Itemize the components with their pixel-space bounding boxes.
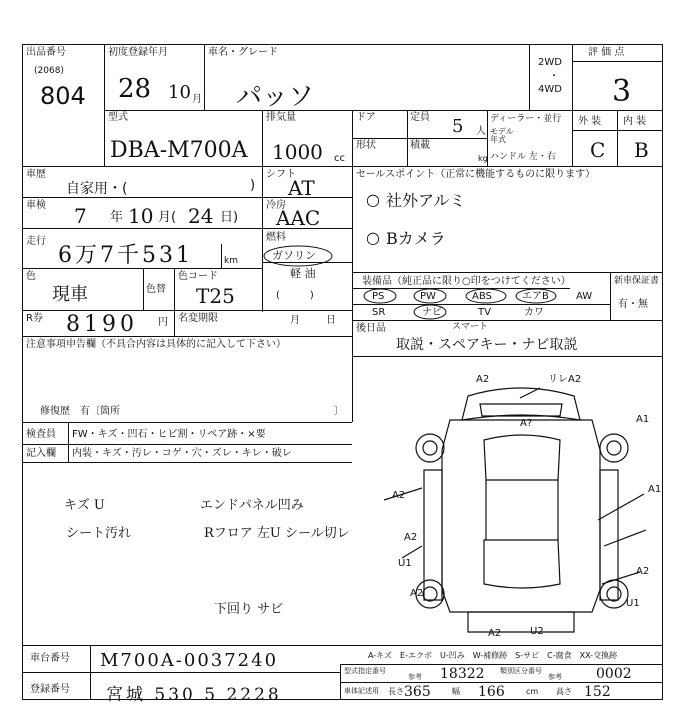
displacement-value: 1000 bbox=[272, 140, 323, 164]
category-number: 0002 bbox=[596, 666, 632, 682]
equip-label: 装備品（純正品に限り○印をつけてください） bbox=[362, 276, 571, 287]
reg-label: 登録番号 bbox=[30, 684, 70, 695]
inspector-row1: FW・キズ・凹石・ヒビ割・リペア跡・×要 bbox=[72, 429, 266, 440]
notes-label: 注意事項申告欄（不具合内容は具体的に記入して下さい） bbox=[26, 339, 286, 350]
fuel-option: 軽 油 bbox=[290, 267, 316, 280]
inspector-note-2: シート汚れ bbox=[66, 526, 132, 541]
drive-2wd: 2WD bbox=[538, 57, 562, 68]
capacity-value: 5 bbox=[452, 116, 464, 137]
shift-label: シフト bbox=[266, 169, 296, 180]
first-reg-month-unit: 月 bbox=[192, 94, 202, 105]
recycle-label: R券 bbox=[26, 313, 43, 324]
lot-sub: (2068) bbox=[34, 66, 64, 76]
auction-sheet: 出品番号 (2068) 804 初度登録年月 28 10 月 車名・グレード パッソ 2WD ・ 4WD 評 価 点 3 外 装 内 装 C B 型式 DBA-M700A 排気量 1000 cc ドア 形状 定員 5 人 積載 kg ディーラー・並行 モデル 年式 ハンドル 左・右 車歴 自家用・( ) 車検 7 年 10 月( 24 日) 走行 6万7千531 km 色 現車 色替 色コード T25 R券 8190 円 名変期限 月 日 注意事項申告欄（不具合内容は具体的に記入して下さい） 修復歴 有〔箇所 〕 シフト AT 冷房 AAC 燃料 ガソリン 軽 油 ( ) セールスポイント（正常に機能するものに限ります） ○ 社外アルミ ○ Bカメラ 装備品（純正品に限り○印をつけてください） PS PW ABS エアB AW SR ナビ TV カワ 新車保証書 有・無 後日品 スマート 取説・スペアキー・ナビ取説 検査員 FW・キズ・凹石・ヒビ割・リペア跡・×要 記入欄 内装・キズ・汚レ・コゲ・穴・ズレ・キレ・破レ キズ U シート汚れ エンドパネル凹み Rフロア 左U シール切レ 下回り サビ A2 リレA2 A1 A? A1 A2 A2 U1 A2 U2 A2 U1 A2 A-キズ E-エクボ U-凹み W-補修跡 S-サビ C-腐食 XX-交換跡 車台番号 M700A-0037240 登録番号 宮城 530 5 2228 型式指定番号 参考 18322 類別区分番号 参考 0002 車体記述用 長さ 365 幅 166 cm 高さ 152 bbox=[0, 0, 700, 700]
width-value: 166 bbox=[478, 684, 505, 700]
color-label: 色 bbox=[26, 271, 36, 282]
model-label: 車名・グレード bbox=[208, 47, 278, 58]
chassis-label: 車台番号 bbox=[30, 653, 70, 664]
chassis-value: M700A-0037240 bbox=[100, 650, 279, 671]
shape-label: 形状 bbox=[356, 140, 376, 151]
inspector-note-4: Rフロア 左U シール切レ bbox=[204, 526, 350, 541]
mileage-unit: km bbox=[224, 256, 238, 266]
fuel-label: 燃料 bbox=[266, 232, 286, 243]
warranty-label: 新車保証書 bbox=[614, 276, 660, 286]
color-code-value: T25 bbox=[196, 284, 235, 308]
sales-label: セールスポイント（正常に機能するものに限ります） bbox=[356, 169, 596, 180]
inspection-month: 10 bbox=[128, 204, 154, 228]
extras-value: 取説・スペアキー・ナビ取説 bbox=[396, 337, 578, 353]
shift-value: AT bbox=[288, 176, 315, 200]
ac-value: AAC bbox=[276, 206, 321, 230]
displacement-unit: cc bbox=[334, 153, 345, 164]
sales-point-1: 社外アルミ bbox=[386, 191, 466, 210]
capacity-label: 定員 bbox=[410, 112, 430, 123]
color-value: 現車 bbox=[52, 284, 88, 305]
handle-label: ハンドル 左・右 bbox=[490, 152, 556, 162]
capacity-unit: 人 bbox=[476, 126, 486, 137]
first-reg-year: 28 bbox=[118, 74, 152, 104]
load-label: 積載 bbox=[410, 140, 430, 151]
extras-label: 後日品 bbox=[356, 323, 386, 334]
first-reg-month: 10 bbox=[168, 82, 191, 103]
lot-number: 804 bbox=[40, 82, 86, 110]
inspection-label: 車検 bbox=[26, 200, 46, 211]
diagram-legend: A-キズ E-エクボ U-凹み W-補修跡 S-サビ C-腐食 XX-交換跡 bbox=[368, 651, 618, 660]
warranty-value: 有・無 bbox=[618, 299, 648, 310]
type-value: DBA-M700A bbox=[110, 138, 248, 163]
exterior-grade: C bbox=[590, 138, 606, 162]
color-code-label: 色コード bbox=[178, 271, 218, 282]
fuel-value: ガソリン bbox=[272, 249, 316, 262]
history-label: 車歴 bbox=[26, 169, 46, 180]
lot-label: 出品番号 bbox=[26, 47, 66, 58]
repair-label: 修復歴 有〔箇所 bbox=[40, 406, 120, 417]
rating-value: 3 bbox=[612, 74, 632, 109]
load-unit: kg bbox=[478, 154, 488, 163]
displacement-label: 排気量 bbox=[266, 112, 296, 123]
mileage-label: 走行 bbox=[26, 236, 46, 247]
first-reg-label: 初度登録年月 bbox=[108, 47, 168, 58]
interior-label: 内 装 bbox=[623, 116, 647, 127]
inspector-note-1: キズ U bbox=[64, 498, 105, 513]
inspection-year: 7 bbox=[74, 204, 87, 228]
interior-grade: B bbox=[634, 138, 649, 162]
height-value: 152 bbox=[584, 684, 611, 700]
model-year-label: モデル 年式 bbox=[490, 127, 514, 144]
rating-label: 評 価 点 bbox=[588, 47, 625, 58]
mileage-value: 6万7千531 bbox=[58, 243, 193, 268]
sales-point-2: Bカメラ bbox=[386, 229, 446, 248]
inspector-note-5: 下回り サビ bbox=[214, 602, 284, 617]
length-value: 365 bbox=[404, 684, 431, 700]
dealer-label: ディーラー・並行 bbox=[490, 114, 562, 124]
repaint-label: 色替 bbox=[146, 284, 166, 295]
reg-value: 宮城 530 5 2228 bbox=[106, 685, 282, 705]
history-value: 自家用・( bbox=[66, 181, 128, 197]
ac-label: 冷房 bbox=[266, 200, 286, 211]
car-diagram bbox=[384, 388, 646, 632]
recall-label: 名変期限 bbox=[178, 313, 218, 324]
inspector-note-3: エンドパネル凹み bbox=[200, 498, 304, 513]
recycle-value: 8190 bbox=[66, 312, 138, 337]
drive-4wd: 4WD bbox=[538, 84, 562, 95]
exterior-label: 外 装 bbox=[578, 116, 602, 127]
type-designation: 18322 bbox=[440, 666, 485, 682]
recycle-unit: 円 bbox=[158, 317, 168, 328]
inspector-row2: 内装・キズ・汚レ・コゲ・穴・ズレ・キレ・破レ bbox=[72, 448, 292, 459]
door-label: ドア bbox=[356, 112, 376, 123]
model-name: パッソ bbox=[236, 82, 315, 112]
type-label: 型式 bbox=[108, 112, 128, 123]
inspection-day: 24 bbox=[188, 204, 214, 228]
